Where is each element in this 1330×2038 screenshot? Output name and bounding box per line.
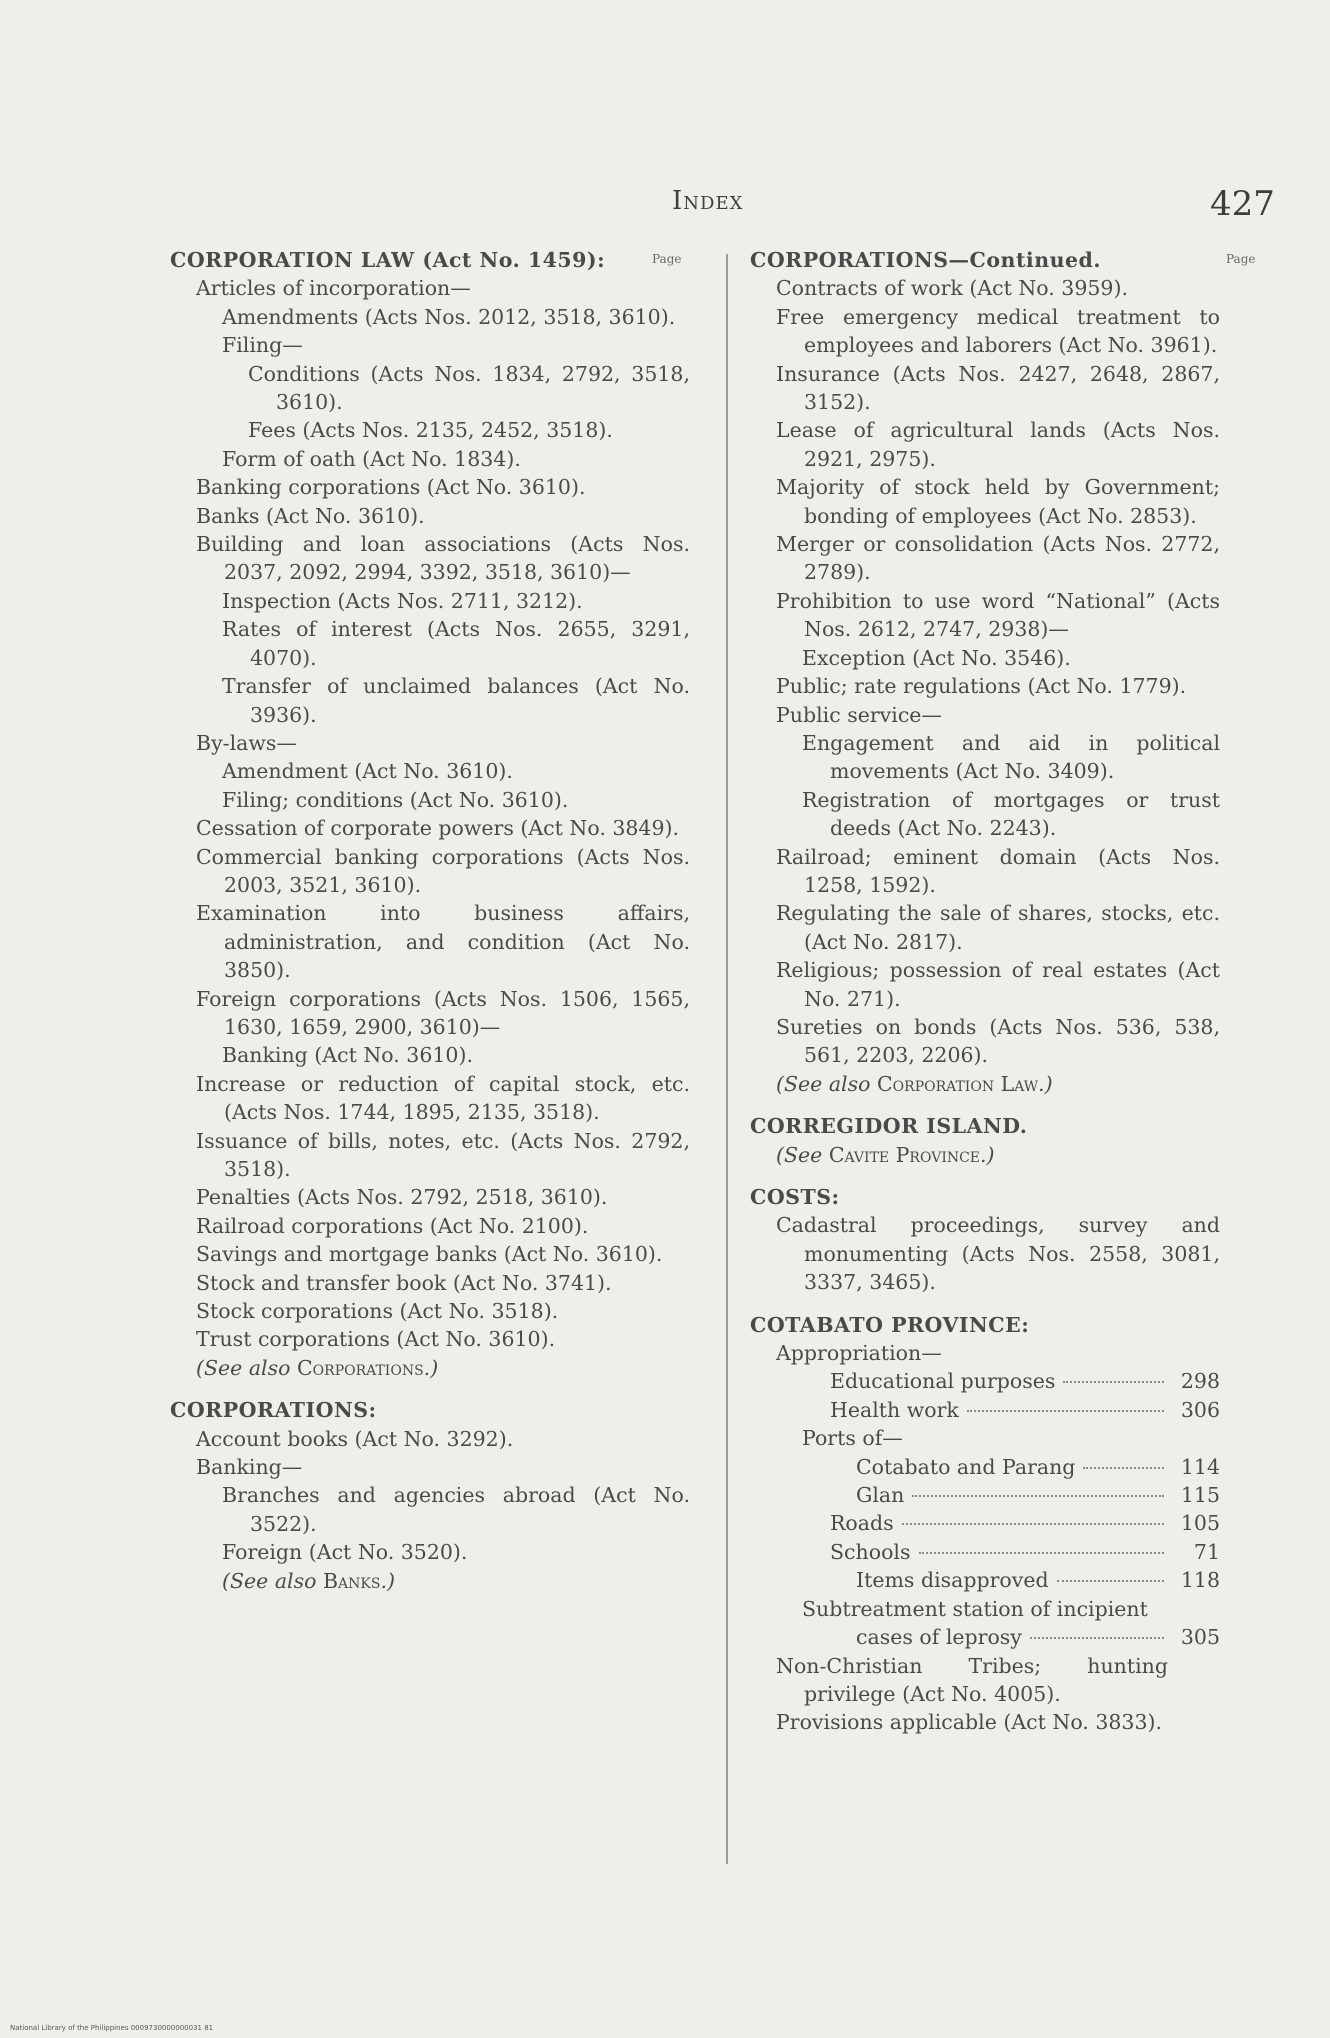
index-entry: Account books (Act No. 3292). — [196, 1426, 514, 1451]
leader-dots — [1063, 1381, 1164, 1383]
section-heading-corporation-law: CORPORATION LAW (Act No. 1459): — [170, 248, 606, 272]
index-entry: Public; rate regulations (Act No. 1779). — [776, 674, 1187, 699]
index-entry: Majority of stock held by Government; bonding of employees (Act No. 2853). — [776, 475, 1220, 528]
index-entry: Issuance of bills, notes, etc. (Acts Nos. 2792, 3518). — [196, 1128, 690, 1181]
leader-dots — [919, 1552, 1165, 1554]
index-entry: Appropriation— — [776, 1341, 942, 1366]
leader-text: Health work — [830, 1397, 959, 1422]
index-entry: Commercial banking corporations (Acts Nos. 2003, 3521, 3610). — [196, 844, 690, 897]
section-heading-costs: COSTS: — [750, 1185, 840, 1209]
leader-page: 306 — [1180, 1397, 1220, 1422]
index-entry: Insurance (Acts Nos. 2427, 2648, 2867, 3152). — [776, 361, 1220, 415]
index-entry: Provisions applicable (Act No. 3833). — [776, 1710, 1163, 1735]
index-entry: Registration of mortgages or trust deeds (Act No. 2243). — [802, 787, 1220, 841]
leader-page: 118 — [1180, 1568, 1220, 1593]
section-heading-cotabato-province: COTABATO PROVINCE: — [750, 1312, 1030, 1337]
leader-text: cases of leprosy — [856, 1625, 1022, 1650]
index-entry: Merger or consolidation (Acts Nos. 2772, 2789). — [776, 532, 1220, 585]
entries-cotabato-province — [750, 1339, 1220, 1737]
leader-dots — [912, 1495, 1164, 1497]
index-entry: Filing— — [222, 333, 303, 358]
index-entry: Regulating the sale of shares, stocks, etc. (Act No. 2817). — [776, 901, 1220, 954]
see-also-prefix: (See also — [196, 1355, 297, 1380]
index-entry: Public service— — [776, 702, 942, 727]
index-entry: Contracts of work (Act No. 3959). — [776, 276, 1128, 301]
index-entry: Articles of incorporation— — [196, 276, 471, 301]
page-number: 427 — [1210, 184, 1275, 224]
index-entry: Savings and mortgage banks (Act No. 3610). — [196, 1242, 663, 1267]
index-entry: Building and loan associations (Acts Nos. 2037, 2092, 2994, 3392, 3518, 3610)— — [196, 532, 690, 585]
see-reference — [750, 1141, 1220, 1169]
leader-text: Items disapproved — [856, 1568, 1049, 1593]
see-target: Cavite Province — [828, 1142, 981, 1167]
leader-entry — [750, 1538, 1220, 1566]
leader-page: 298 — [1180, 1369, 1220, 1394]
index-entry: Banking (Act No. 3610). — [222, 1043, 473, 1068]
index-entry: Non-Christian Tribes; hunting privilege (Act No. 4005). — [776, 1653, 1168, 1706]
section-heading-corporations: CORPORATIONS: — [170, 1398, 377, 1423]
index-entry: Trust corporations (Act No. 3610). — [196, 1327, 556, 1352]
leader-text: Glan — [856, 1483, 905, 1508]
see-prefix: (See — [776, 1142, 829, 1167]
index-entry: Subtreatment station of incipient — [802, 1596, 1148, 1621]
leader-page: 114 — [1180, 1454, 1220, 1479]
index-entry: Stock and transfer book (Act No. 3741). — [196, 1270, 612, 1295]
see-also-target: Banks — [322, 1568, 381, 1593]
see-also-reference — [750, 1070, 1220, 1098]
leader-dots — [1030, 1637, 1164, 1639]
leader-entry — [750, 1396, 1220, 1424]
leader-dots — [967, 1410, 1164, 1412]
leader-page: 71 — [1193, 1539, 1220, 1564]
index-entry: Conditions (Acts Nos. 1834, 2792, 3518, 3610). — [248, 361, 690, 415]
index-entry: Inspection (Acts Nos. 2711, 3212). — [222, 588, 583, 613]
right-column — [750, 246, 1220, 1737]
index-entry: Cessation of corporate powers (Act No. 3849). — [196, 816, 680, 841]
index-entry: Stock corporations (Act No. 3518). — [196, 1299, 559, 1324]
index-entry: Railroad corporations (Act No. 2100). — [196, 1213, 589, 1238]
leader-text: Roads — [830, 1511, 894, 1536]
leader-text: Educational purposes — [830, 1369, 1056, 1394]
index-entry: Prohibition to use word “National” (Acts Nos. 2612, 2747, 2938)— — [776, 588, 1220, 642]
leader-entry — [750, 1566, 1220, 1594]
index-entry: Amendments (Acts Nos. 2012, 3518, 3610). — [222, 304, 676, 329]
index-entry: Railroad; eminent domain (Acts Nos. 1258, 1592). — [776, 844, 1220, 897]
index-entry: Form of oath (Act No. 1834). — [222, 446, 521, 471]
leader-entry — [750, 1509, 1220, 1537]
index-entry: Ports of— — [802, 1426, 903, 1451]
index-entry: Rates of interest (Acts Nos. 2655, 3291, 4070). — [222, 617, 690, 670]
scan-footer: National Library of the Philippines 0009730000000031 81 — [10, 2024, 214, 2032]
leader-page: 115 — [1180, 1483, 1220, 1508]
index-entry: Transfer of unclaimed balances (Act No. 3936). — [222, 674, 690, 727]
index-entry: Foreign (Act No. 3520). — [222, 1540, 468, 1565]
index-entry: Filing; conditions (Act No. 3610). — [222, 787, 569, 812]
index-entry: Engagement and aid in political movements (Act No. 3409). — [802, 730, 1220, 784]
leader-dots — [1083, 1467, 1164, 1469]
index-entry: Amendment (Act No. 3610). — [222, 759, 513, 784]
see-also-suffix: .) — [380, 1568, 395, 1593]
entries-corporation-law — [170, 274, 690, 1382]
see-also-prefix: (See also — [222, 1568, 323, 1593]
index-entry: Increase or reduction of capital stock, etc. (Acts Nos. 1744, 1895, 2135, 3518). — [196, 1071, 690, 1125]
leader-page: 305 — [1180, 1625, 1220, 1650]
leader-entry — [750, 1367, 1220, 1395]
index-entry: Banking— — [196, 1455, 303, 1480]
left-page-label: Page — [652, 252, 682, 266]
see-also-suffix: .) — [423, 1355, 439, 1380]
entries-corporations — [170, 1425, 690, 1595]
index-entry: Religious; possession of real estates (Act No. 271). — [776, 958, 1220, 1011]
leader-text: Cotabato and Parang — [856, 1454, 1076, 1479]
running-head — [0, 186, 1330, 226]
index-entry: Foreign corporations (Acts Nos. 1506, 1565, 1630, 1659, 2900, 3610)— — [196, 986, 690, 1039]
running-head-title: Index — [672, 186, 744, 216]
see-also-target: Corporations — [296, 1355, 424, 1380]
index-entry: Examination into business affairs, administration, and condition (Act No. 3850). — [196, 901, 690, 983]
index-entry: Exception (Act No. 3546). — [802, 645, 1071, 670]
leader-entry — [750, 1481, 1220, 1509]
leader-dots — [1057, 1580, 1164, 1582]
index-entry: Fees (Acts Nos. 2135, 2452, 3518). — [248, 418, 613, 443]
entries-corporations-continued — [750, 274, 1220, 1098]
see-also-target: Corporation Law — [876, 1071, 1039, 1096]
leader-dots — [902, 1523, 1164, 1525]
see-also-prefix: (See also — [776, 1071, 877, 1096]
index-entry: Banking corporations (Act No. 3610). — [196, 475, 586, 500]
leader-entry — [750, 1453, 1220, 1481]
see-also-suffix: .) — [1038, 1071, 1053, 1096]
index-entry: Sureties on bonds (Acts Nos. 536, 538, 561, 2203, 2206). — [776, 1014, 1220, 1068]
leader-entry — [750, 1623, 1220, 1651]
index-entry: Banks (Act No. 3610). — [196, 503, 425, 528]
index-entry: By-laws— — [196, 730, 297, 755]
right-page-label: Page — [1226, 252, 1256, 266]
see-also-reference — [170, 1354, 690, 1382]
index-entry: Branches and agencies abroad (Act No. 3522). — [222, 1483, 690, 1536]
left-column — [170, 246, 690, 1595]
index-entry: Penalties (Acts Nos. 2792, 2518, 3610). — [196, 1185, 608, 1210]
column-divider — [726, 254, 728, 1864]
leader-page: 105 — [1180, 1511, 1220, 1536]
see-suffix: .) — [980, 1142, 995, 1167]
index-entry: Lease of agricultural lands (Acts Nos. 2921, 2975). — [776, 418, 1220, 471]
index-entry: Free emergency medical treatment to employees and laborers (Act No. 3961). — [776, 304, 1220, 358]
section-heading-corregidor-island: CORREGIDOR ISLAND. — [750, 1114, 1028, 1139]
section-heading-corporations-continued: CORPORATIONS—Continued. — [750, 248, 1102, 272]
index-entry: Cadastral proceedings, survey and monumenting (Acts Nos. 2558, 3081, 3337, 3465). — [776, 1213, 1220, 1295]
see-also-reference — [170, 1567, 690, 1595]
leader-text: Schools — [830, 1539, 911, 1564]
